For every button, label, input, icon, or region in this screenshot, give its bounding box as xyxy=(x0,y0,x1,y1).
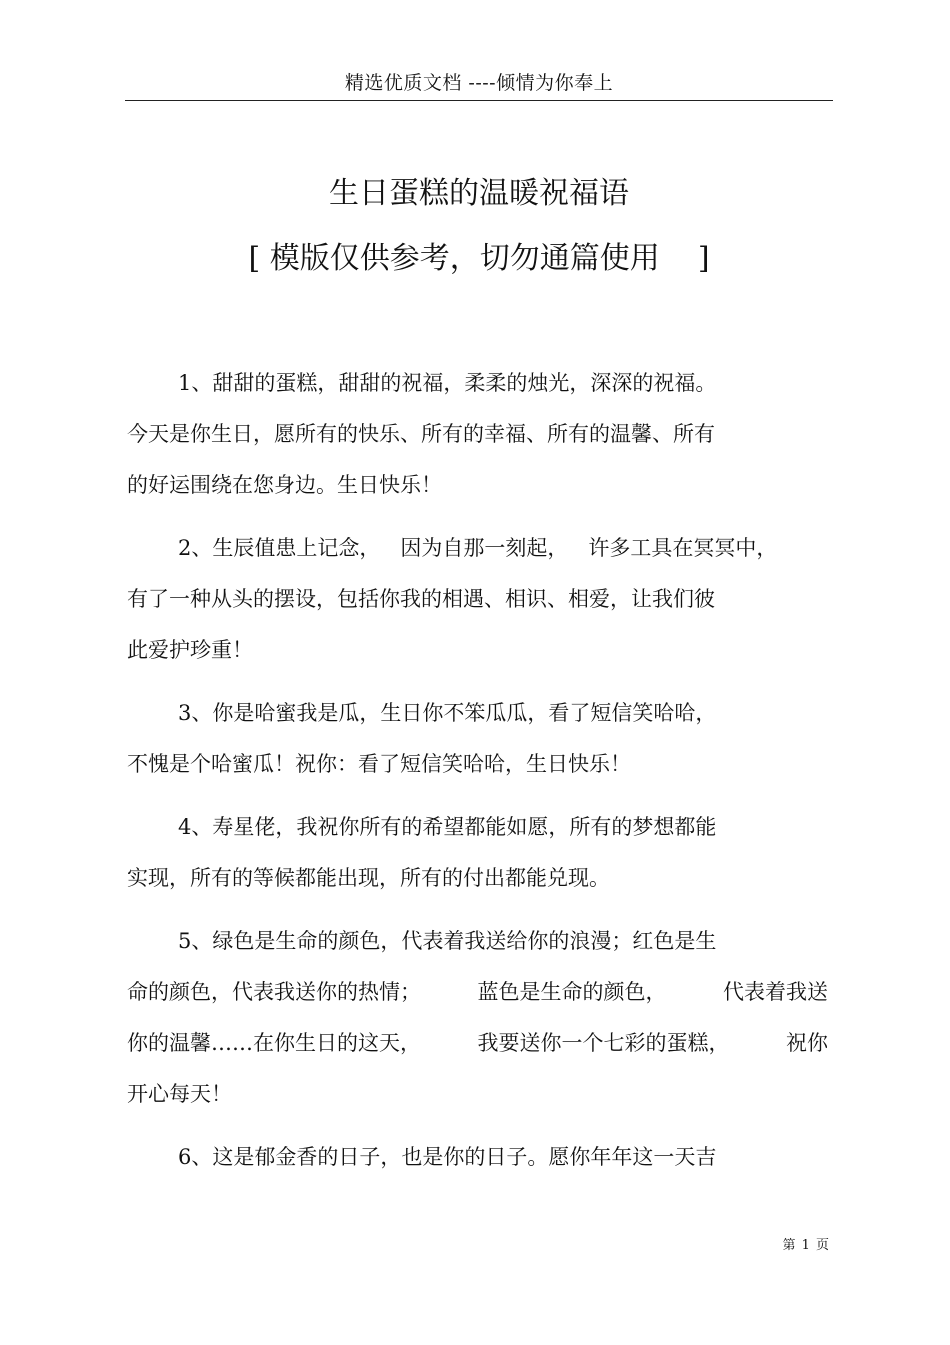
paragraph-line: 6、这是郁金香的日子，也是你的日子。愿你年年这一天吉 xyxy=(178,1145,717,1169)
paragraph-line: 此爱护珍重！ xyxy=(127,638,253,662)
line-segment: 祝你 xyxy=(786,1031,828,1055)
line-segment: 你的温馨……在你生日的这天， xyxy=(127,1031,421,1055)
paragraph-line: 1、甜甜的蛋糕，甜甜的祝福，柔柔的烛光，深深的祝福。 xyxy=(178,371,717,395)
line-segment: 我要送你一个七彩的蛋糕， xyxy=(477,1031,730,1055)
paragraph-3 xyxy=(127,693,837,795)
line-segment: 代表着我送 xyxy=(723,980,828,1004)
line-segment: 命的颜色，代表我送你的热情； xyxy=(127,980,421,1004)
paragraph-line: 开心每天！ xyxy=(127,1082,232,1106)
paragraph-2 xyxy=(127,528,837,681)
paragraph-1 xyxy=(127,363,837,516)
paragraph-line: 3、你是哈蜜我是瓜，生日你不笨瓜瓜，看了短信笑哈哈， xyxy=(178,701,717,725)
page-number: 第 1 页 xyxy=(782,1238,830,1253)
paragraph-6 xyxy=(127,1137,837,1188)
paragraph-line: 今天是你生日，愿所有的快乐、所有的幸福、所有的温馨、所有 xyxy=(127,422,715,446)
paragraph-5 xyxy=(127,921,837,1125)
header-divider xyxy=(125,100,833,101)
line-segment: 蓝色是生命的颜色， xyxy=(477,980,667,1004)
paragraph-4 xyxy=(127,807,837,909)
paragraph-line xyxy=(127,972,828,1023)
paragraph-line xyxy=(127,1023,828,1074)
page-header: 精选优质文档 ----倾情为你奉上 xyxy=(344,72,614,94)
paragraph-line: 实现，所有的等候都能出现，所有的付出都能兑现。 xyxy=(127,866,610,890)
document-subtitle: [ 模版仅供参考，切勿通篇使用 ] xyxy=(248,241,710,276)
document-body xyxy=(127,363,837,1188)
paragraph-line: 有了一种从头的摆设，包括你我的相遇、相识、相爱，让我们彼 xyxy=(127,587,715,611)
paragraph-line: 4、寿星佬，我祝你所有的希望都能如愿，所有的梦想都能 xyxy=(178,815,717,839)
paragraph-line: 2、生辰值患上记念， 因为自那一刻起， 许多工具在冥冥中， xyxy=(178,536,778,560)
paragraph-line: 5、绿色是生命的颜色，代表着我送给你的浪漫；红色是生 xyxy=(178,929,717,953)
paragraph-line: 的好运围绕在您身边。生日快乐！ xyxy=(127,473,442,497)
document-title: 生日蛋糕的温暖祝福语 xyxy=(329,176,629,211)
paragraph-line: 不愧是个哈蜜瓜！祝你：看了短信笑哈哈，生日快乐！ xyxy=(127,752,631,776)
